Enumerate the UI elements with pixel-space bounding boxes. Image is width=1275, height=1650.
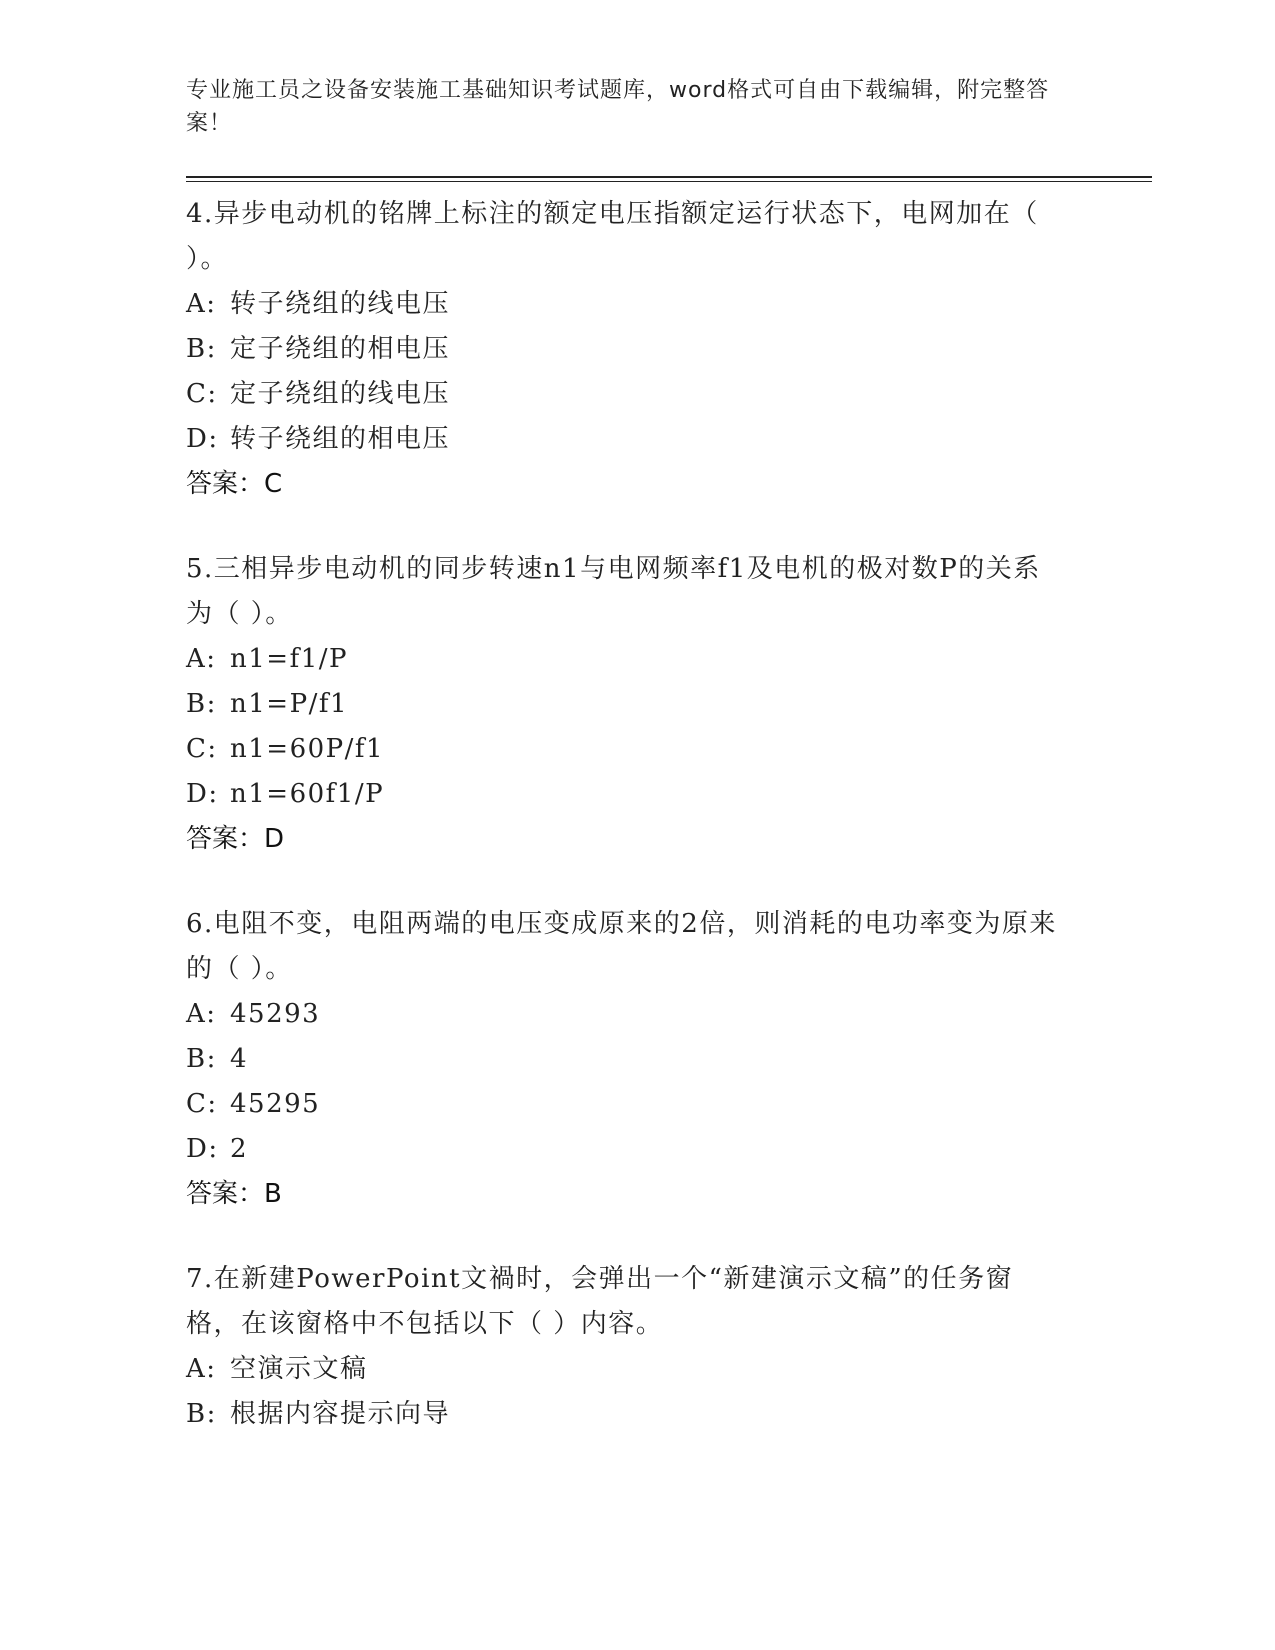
option-d bbox=[186, 772, 1086, 817]
question-stem: 6.电阻不变，电阻两端的电压变成原来的2倍，则消耗的电功率变为原来的（ ）。 bbox=[186, 909, 1057, 984]
option-letter: A: bbox=[186, 644, 217, 674]
header-divider bbox=[186, 176, 1152, 178]
option-text: 定子绕组的相电压 bbox=[230, 334, 451, 364]
option-text: 2 bbox=[230, 1134, 249, 1164]
option-letter: B: bbox=[186, 1044, 217, 1074]
option-text: 根据内容提示向导 bbox=[230, 1399, 451, 1429]
option-letter: A: bbox=[186, 999, 217, 1029]
question-stem: 5.三相异步电动机的同步转速n1与电网频率f1及电机的极对数P的关系为（ ）。 bbox=[186, 554, 1041, 629]
option-text: 空演示文稿 bbox=[230, 1354, 368, 1384]
option-text: 45295 bbox=[230, 1089, 321, 1119]
option-a bbox=[186, 282, 1086, 327]
option-text: 转子绕组的线电压 bbox=[230, 289, 451, 319]
option-text: 4 bbox=[230, 1044, 249, 1074]
question-list bbox=[186, 192, 1086, 1477]
option-text: n1=P/f1 bbox=[230, 689, 348, 719]
header-divider-thin bbox=[186, 181, 1152, 182]
option-letter: B: bbox=[186, 1399, 217, 1429]
question-stem: 7.在新建PowerPoint文禍时，会弹出一个“新建演示文稿”的任务窗格，在该窗格中不包括以下（ ）内容。 bbox=[186, 1264, 1014, 1339]
option-c bbox=[186, 727, 1086, 772]
option-letter: D: bbox=[186, 779, 219, 809]
option-letter: D: bbox=[186, 1134, 219, 1164]
option-text: n1=60P/f1 bbox=[230, 734, 385, 764]
answer-line: 答案：D bbox=[186, 824, 285, 854]
option-d bbox=[186, 417, 1086, 462]
option-c bbox=[186, 372, 1086, 417]
option-b bbox=[186, 1392, 1086, 1437]
option-letter: C: bbox=[186, 379, 218, 409]
option-b bbox=[186, 1037, 1086, 1082]
answer-line: 答案：B bbox=[186, 1179, 282, 1209]
question-5 bbox=[186, 547, 1086, 862]
option-text: 转子绕组的相电压 bbox=[230, 424, 451, 454]
option-a bbox=[186, 1347, 1086, 1392]
question-6 bbox=[186, 902, 1086, 1217]
option-a bbox=[186, 637, 1086, 682]
option-letter: A: bbox=[186, 1354, 217, 1384]
option-letter: B: bbox=[186, 334, 217, 364]
option-text: n1=60f1/P bbox=[230, 779, 385, 809]
option-text: n1=f1/P bbox=[230, 644, 348, 674]
option-letter: C: bbox=[186, 1089, 218, 1119]
question-7 bbox=[186, 1257, 1086, 1437]
page-header: 专业施工员之设备安装施工基础知识考试题库，word格式可自由下载编辑，附完整答案！ bbox=[186, 78, 1050, 136]
option-text: 45293 bbox=[230, 999, 321, 1029]
option-letter: B: bbox=[186, 689, 217, 719]
option-letter: A: bbox=[186, 289, 217, 319]
option-text: 定子绕组的线电压 bbox=[230, 379, 451, 409]
option-c bbox=[186, 1082, 1086, 1127]
option-letter: C: bbox=[186, 734, 218, 764]
question-stem: 4.异步电动机的铭牌上标注的额定电压指额定运行状态下，电网加在（ ）。 bbox=[186, 199, 1039, 274]
option-d bbox=[186, 1127, 1086, 1172]
answer-line: 答案：C bbox=[186, 469, 283, 499]
option-a bbox=[186, 992, 1086, 1037]
option-letter: D: bbox=[186, 424, 219, 454]
question-4 bbox=[186, 192, 1086, 507]
option-b bbox=[186, 682, 1086, 727]
option-b bbox=[186, 327, 1086, 372]
